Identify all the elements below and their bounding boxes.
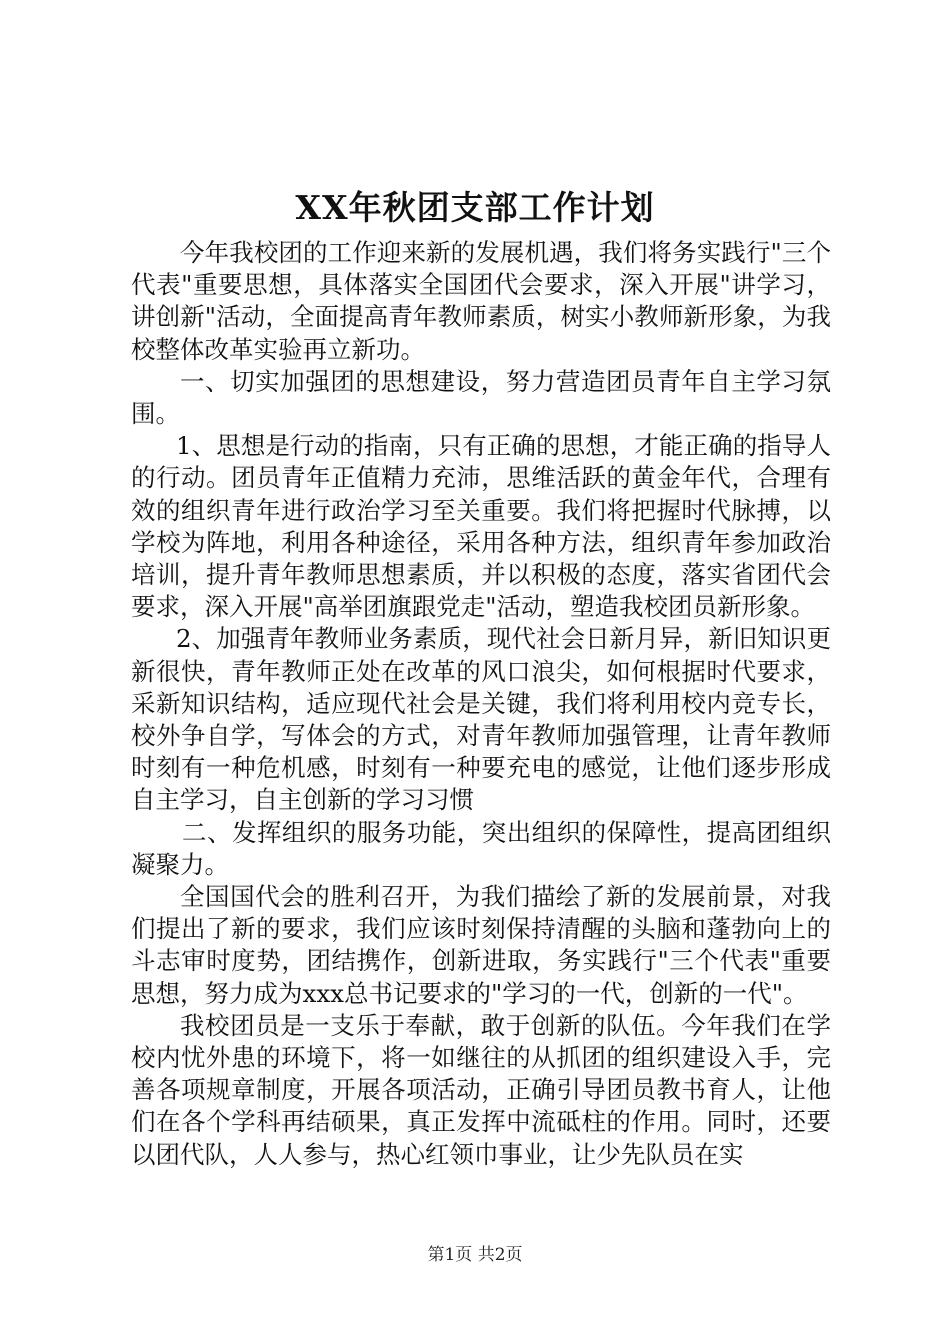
paragraph-section-2-heading: 二、发挥组织的服务功能，突出组织的保障性，提高团组织凝聚力。 — [131, 817, 831, 879]
paragraph-section-1-heading: 一、切实加强团的思想建设，努力营造团员青年自主学习氛围。 — [131, 366, 831, 429]
page-footer: 第1页 共2页 — [427, 1245, 523, 1265]
paragraph-team: 我校团员是一支乐于奉献，敢于创新的队伍。今年我们在学校内忧外患的环境下，将一如继往的从抓团的组织建设入手，完善各项规章制度，开展各项活动，正确引导团员教书育人，让他们在各个学科再结硕果，真正发挥中流砥柱的作用。同时，还要以团代队，人人参与，热心红领巾事业，让少先队员在实 — [131, 1010, 831, 1169]
paragraph-item-1: 1、思想是行动的指南，只有正确的思想，才能正确的指导人的行动。团员青年正值精力充沛，思维活跃的黄金年代，合理有效的组织青年进行政治学习至关重要。我们将把握时代脉搏，以学校为阵地，利用各种途径，采用各种方法，组织青年参加政治培训，提升青年教师思想素质，并以积极的态度，落实省团代会要求，深入开展"高举团旗跟党走"活动，塑造我校团员新形象。 — [131, 431, 831, 622]
document-body — [131, 237, 831, 1171]
paragraph-item-2: 2、加强青年教师业务素质，现代社会日新月异，新旧知识更新很快，青年教师正处在改革的风口浪尖，如何根据时代要求，采新知识结构，适应现代社会是关键，我们将利用校内竞专长，校外争自学，写体会的方式，对青年教师加强管理，让青年教师时刻有一种危机感，时刻有一种要充电的感觉，让他们逐步形成自主学习，自主创新的学习习惯 — [131, 624, 831, 815]
document-title: XX年秋团支部工作计划 — [295, 188, 655, 227]
paragraph-intro: 今年我校团的工作迎来新的发展机遇，我们将务实践行"三个代表"重要思想，具体落实全国团代会要求，深入开展"讲学习，讲创新"活动，全面提高青年教师素质，树实小教师新形象，为我校整体改革实验再立新功。 — [131, 238, 831, 364]
paragraph-congress: 全国国代会的胜利召开，为我们描绘了新的发展前景，对我们提出了新的要求，我们应该时刻保持清醒的头脑和蓬勃向上的斗志审时度势，团结携作，创新进取，务实践行"三个代表"重要思想，努力成为xxx总书记要求的"学习的一代，创新的一代"。 — [131, 882, 831, 1008]
